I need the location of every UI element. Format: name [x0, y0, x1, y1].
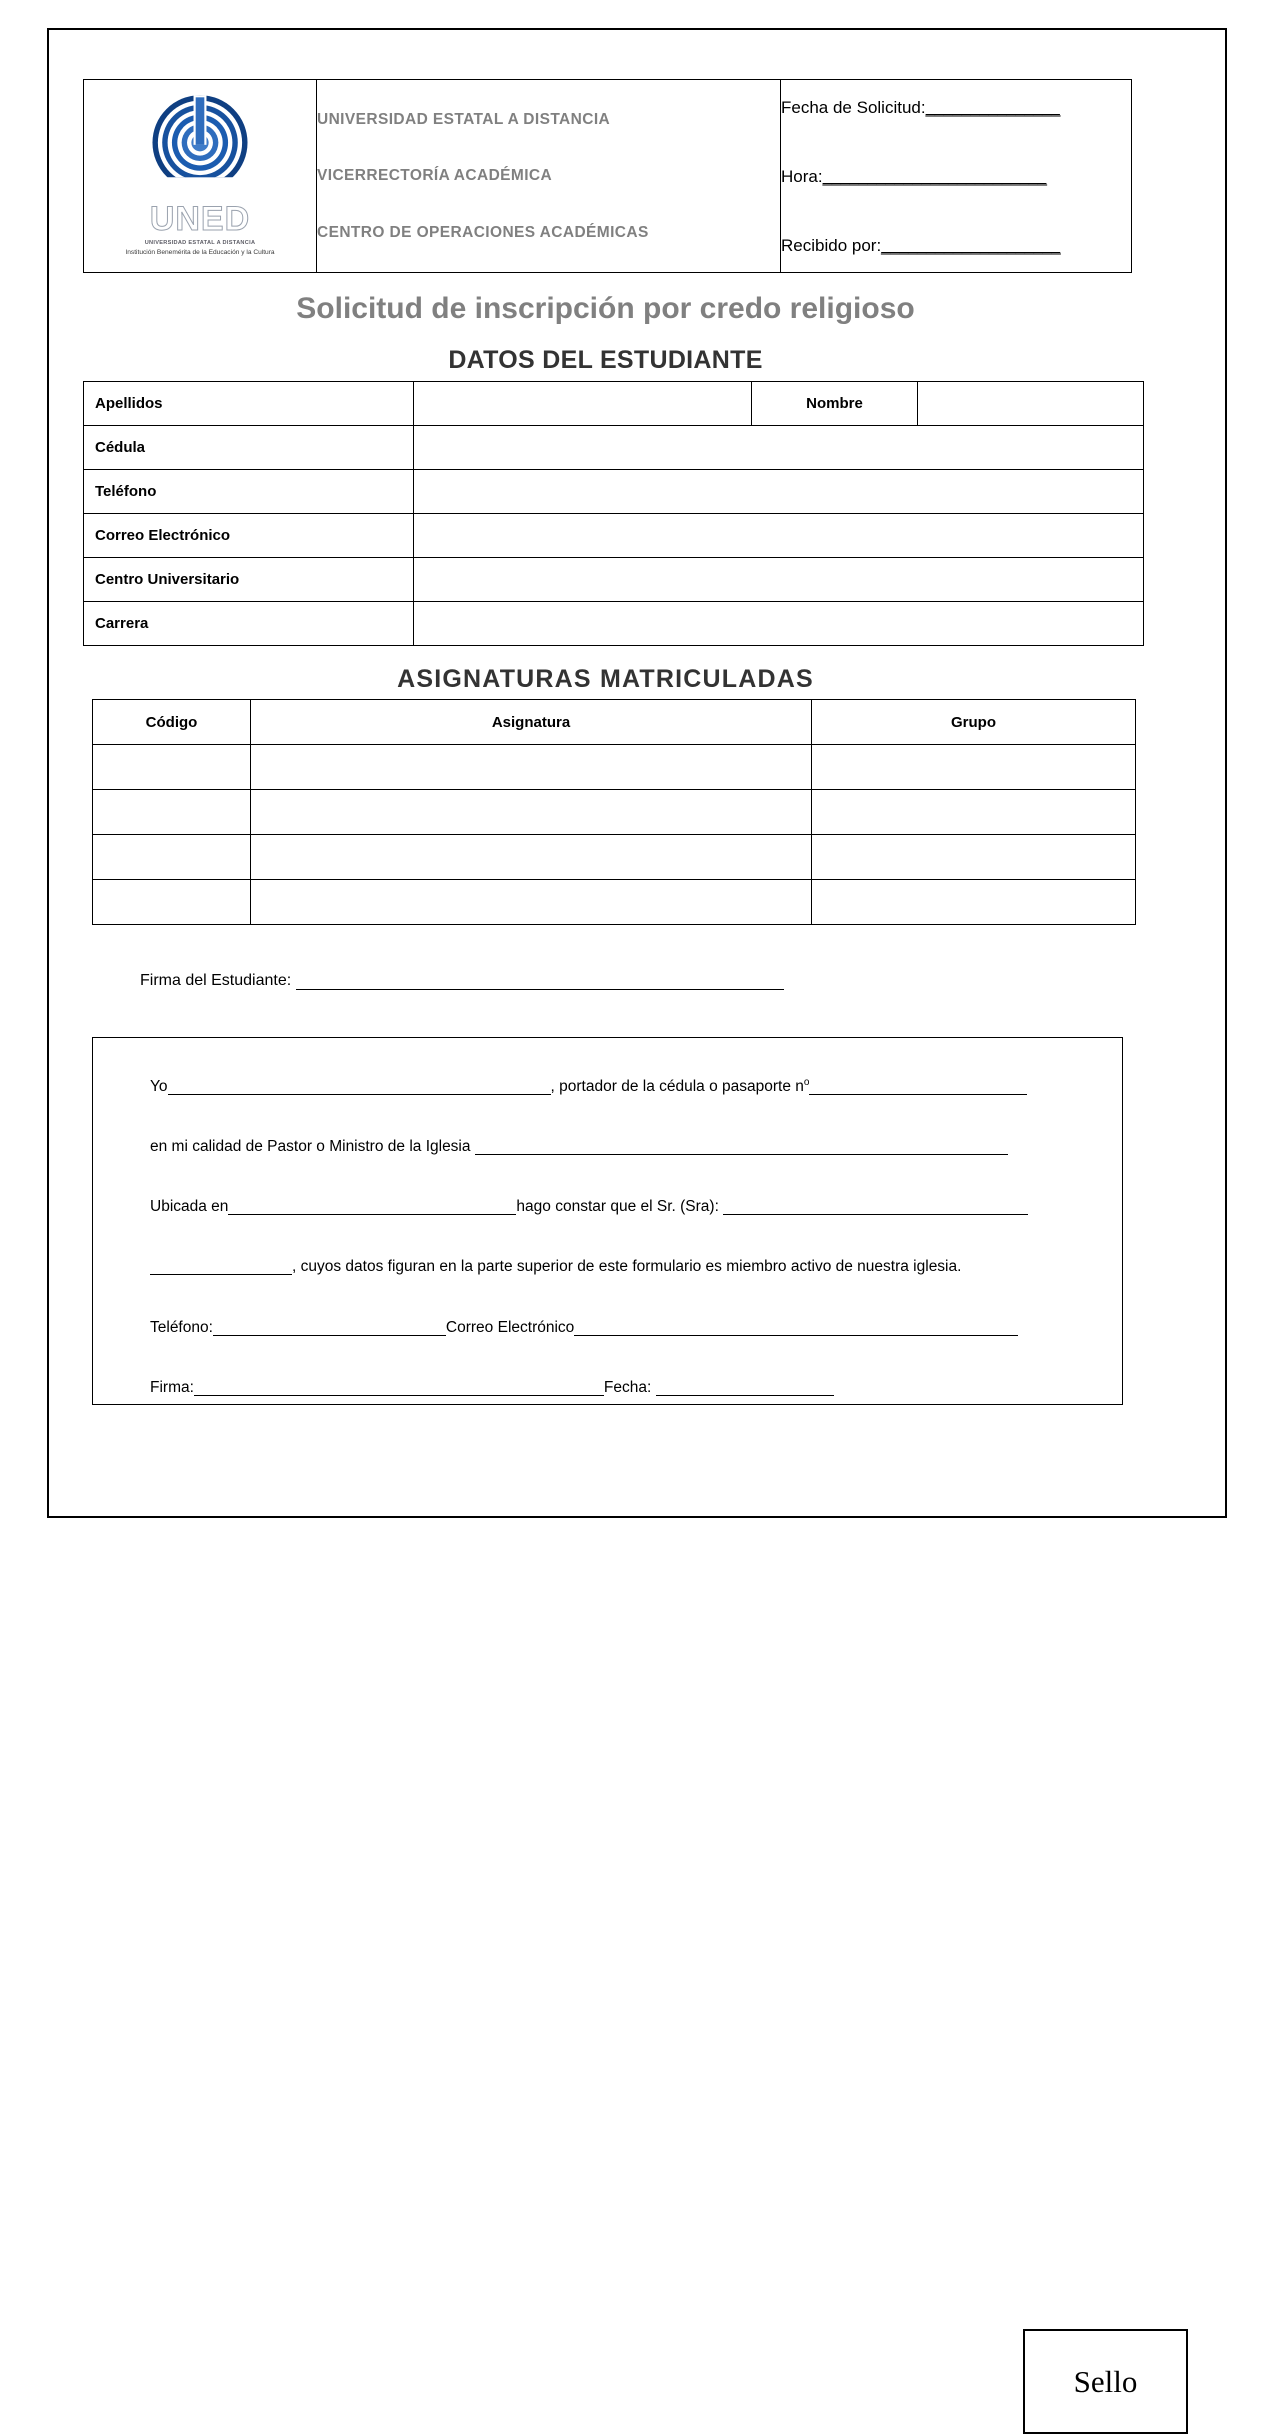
table-row	[84, 601, 1144, 645]
table-row	[93, 745, 1136, 790]
student-signature-row	[140, 972, 1128, 990]
field-label-telefono: Teléfono	[84, 469, 414, 513]
course-codigo-input[interactable]	[93, 790, 251, 835]
course-asignatura-input[interactable]	[251, 745, 812, 790]
declaration-ubicada-label: Ubicada en	[150, 1198, 229, 1215]
uned-emblem-icon	[146, 93, 254, 201]
field-input-correo[interactable]	[414, 513, 1144, 557]
declaration-pastor-label: en mi calidad de Pastor o Ministro de la Iglesia	[150, 1138, 471, 1155]
field-input-apellidos[interactable]	[414, 381, 752, 425]
field-input-carrera[interactable]	[414, 601, 1144, 645]
student-signature-field[interactable]	[296, 974, 784, 990]
logo-cell	[84, 80, 317, 273]
fecha-solicitud-label: Fecha de Solicitud:	[781, 97, 926, 117]
recibido-por-field[interactable]: ____________________	[881, 235, 1061, 255]
declaration-fecha-field[interactable]	[656, 1381, 834, 1396]
table-row	[84, 513, 1144, 557]
student-signature-label: Firma del Estudiante:	[140, 972, 292, 989]
table-row	[93, 880, 1136, 925]
field-input-nombre[interactable]	[918, 381, 1144, 425]
field-label-cedula: Cédula	[84, 425, 414, 469]
declaration-line-5	[150, 1320, 1018, 1336]
org-line-university: UNIVERSIDAD ESTATAL A DISTANCIA	[317, 110, 611, 128]
recibido-por-row	[781, 237, 1131, 254]
field-label-carrera: Carrera	[84, 601, 414, 645]
column-header-grupo: Grupo	[812, 700, 1136, 745]
field-label-correo: Correo Electrónico	[84, 513, 414, 557]
fecha-solicitud-field[interactable]: _______________	[925, 97, 1060, 117]
declaration-line-2	[150, 1139, 1008, 1155]
declaration-line-3	[150, 1199, 1028, 1215]
declaration-telefono-label: Teléfono:	[150, 1319, 213, 1336]
declaration-line-4	[150, 1259, 961, 1275]
document-header	[83, 79, 1132, 273]
hora-row	[781, 168, 1131, 185]
logo-tagline-primary: UNIVERSIDAD ESTATAL A DISTANCIA	[144, 240, 256, 247]
declaration-ubicacion-field[interactable]	[228, 1200, 516, 1215]
course-grupo-input[interactable]	[812, 790, 1136, 835]
page-title: Solicitud de inscripción por credo religioso	[296, 292, 915, 325]
field-label-nombre: Nombre	[752, 381, 918, 425]
course-codigo-input[interactable]	[93, 880, 251, 925]
column-header-asignatura: Asignatura	[251, 700, 812, 745]
organization-cell	[317, 80, 781, 273]
org-line-centro: CENTRO DE OPERACIONES ACADÉMICAS	[317, 223, 649, 241]
recibido-por-label: Recibido por:	[781, 235, 882, 255]
declaration-constar-text: hago constar que el Sr. (Sra):	[516, 1198, 719, 1215]
course-codigo-input[interactable]	[93, 745, 251, 790]
course-grupo-input[interactable]	[812, 745, 1136, 790]
courses-table	[92, 699, 1136, 925]
table-row	[93, 790, 1136, 835]
declaration-correo-label: Correo Electrónico	[445, 1319, 575, 1336]
org-line-vicerrectoria: VICERRECTORÍA ACADÉMICA	[317, 167, 553, 185]
declaration-iglesia-field[interactable]	[475, 1140, 1008, 1155]
declaration-senor-field[interactable]	[723, 1200, 1028, 1215]
table-row	[84, 381, 1144, 425]
table-row	[84, 557, 1144, 601]
course-asignatura-input[interactable]	[251, 880, 812, 925]
hora-label: Hora:	[781, 166, 823, 186]
declaration-miembro-text: , cuyos datos figuran en la parte superior de este formulario es miembro activo de nuestra iglesia.	[292, 1258, 962, 1275]
declaration-name-field[interactable]	[168, 1080, 551, 1095]
course-grupo-input[interactable]	[812, 835, 1136, 880]
field-input-cedula[interactable]	[414, 425, 1144, 469]
declaration-correo-field[interactable]	[574, 1321, 1018, 1336]
declaration-ordinal: o	[803, 1077, 810, 1088]
logo-tagline-secondary: Institución Benemérita de la Educación y la Cultura	[125, 248, 275, 256]
table-row	[84, 425, 1144, 469]
declaration-senor-field-cont[interactable]	[150, 1260, 292, 1275]
stamp-label: Sello	[1073, 2364, 1138, 2399]
declaration-telefono-field[interactable]	[213, 1321, 446, 1336]
hora-field[interactable]: _________________________	[822, 166, 1047, 186]
course-codigo-input[interactable]	[93, 835, 251, 880]
declaration-firma-label: Firma:	[150, 1379, 194, 1396]
course-asignatura-input[interactable]	[251, 790, 812, 835]
field-input-telefono[interactable]	[414, 469, 1144, 513]
declaration-box	[92, 1037, 1138, 2399]
declaration-cedula-field[interactable]	[809, 1080, 1027, 1095]
table-row	[84, 469, 1144, 513]
course-asignatura-input[interactable]	[251, 835, 812, 880]
declaration-firma-field[interactable]	[194, 1381, 604, 1396]
field-label-centro: Centro Universitario	[84, 557, 414, 601]
student-data-table	[83, 381, 1144, 646]
declaration-yo-label: Yo	[150, 1078, 168, 1096]
section-title-courses: ASIGNATURAS MATRICULADAS	[397, 664, 814, 693]
logo-wordmark: UNED	[149, 200, 251, 239]
stamp-box	[1023, 2329, 1188, 2434]
uned-logo	[125, 93, 274, 257]
declaration-fecha-label: Fecha:	[603, 1379, 652, 1396]
declaration-line-6	[150, 1380, 834, 1396]
field-input-centro[interactable]	[414, 557, 1144, 601]
table-header-row	[93, 700, 1136, 745]
column-header-codigo: Código	[93, 700, 251, 745]
form-content	[83, 79, 1138, 2399]
field-label-apellidos: Apellidos	[84, 381, 414, 425]
declaration-portador-text: , portador de la cédula o pasaporte n	[550, 1078, 804, 1096]
section-title-student: DATOS DEL ESTUDIANTE	[448, 346, 763, 374]
fecha-solicitud-row	[781, 99, 1131, 116]
receipt-meta-cell	[781, 80, 1132, 273]
course-grupo-input[interactable]	[812, 880, 1136, 925]
declaration-line-1	[150, 1078, 1027, 1095]
table-row	[93, 835, 1136, 880]
